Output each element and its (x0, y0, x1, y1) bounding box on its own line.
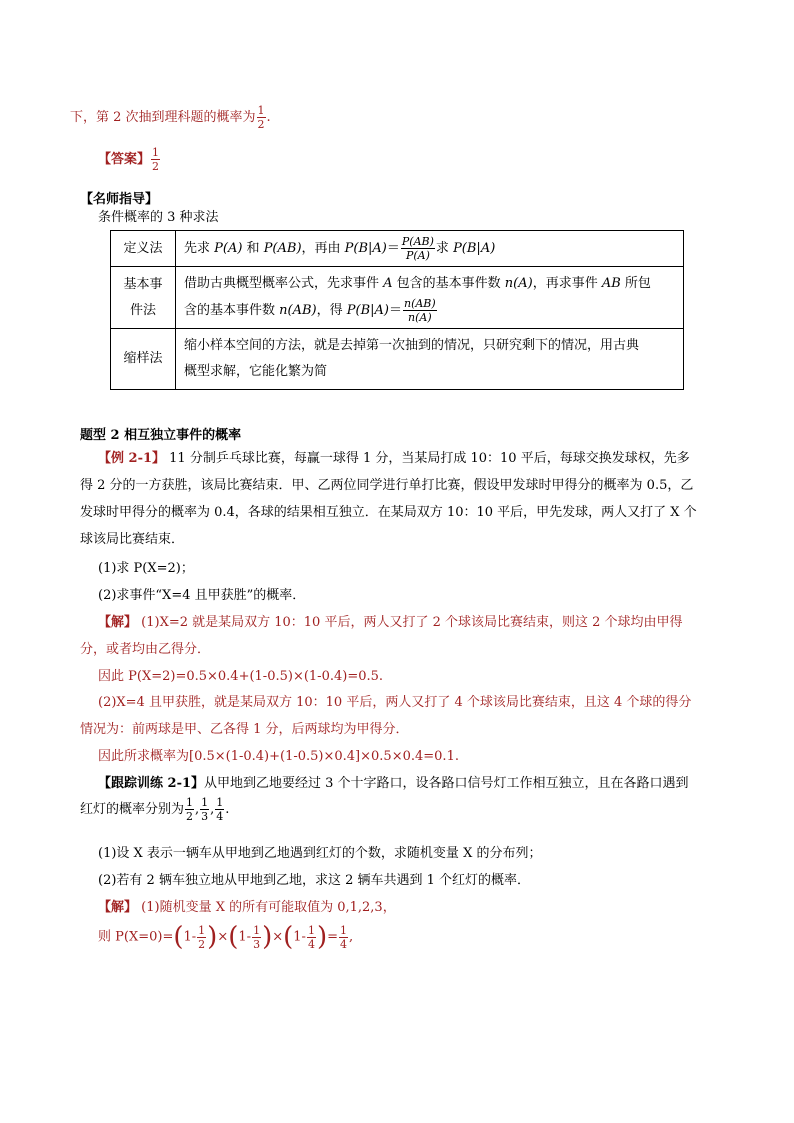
row-body: 缩小样本空间的方法，就是去掉第一次抽到的情况，只研究剩下的情况，用古典 概型求解，它能化繁为简 (176, 329, 684, 390)
solution-line-6: 因此所求概率为[0.5×(1-0.4)+(1-0.5)×0.4]×0.5×0.4=0.1. (98, 749, 459, 764)
example-line-3: 发球时甲得分的概率为 0.4，各球的结果相互独立．在某局双方 10：10 平后，甲先发球，两人又打了 X 个 (80, 505, 697, 520)
solution-line-2: 分，或者均由乙得分． (80, 642, 211, 657)
methods-table (110, 230, 684, 390)
fraction-quarter: $\frac{1}{4}$ (216, 796, 224, 823)
example-line-4: 球该局比赛结束． (80, 532, 185, 547)
tips-heading: 【名师指导】 (80, 192, 159, 207)
row-head: 定义法 (111, 231, 176, 267)
row-body: 借助古典概型概率公式，先求事件 A 包含的基本事件数 n(A)，再求事件 AB 所包 含的基本事件数 n(AB)，得 P(B|A)＝ $\frac{n(AB)}{n(A)}$ (176, 267, 684, 329)
followup-label: 【跟踪训练 2-1】 (98, 776, 205, 791)
followup-question-1: (1)设 X 表示一辆车从甲地到乙地遇到红灯的个数，求随机变量 X 的分布列； (98, 846, 542, 861)
solution2-line-1: 【解】 (1)随机变量 X 的所有可能取值为 0,1,2,3， (98, 900, 396, 915)
fraction-half: $\frac{1}{2}$ (186, 796, 194, 823)
solution-line-4: (2)X=4 且甲获胜，就是某局双方 10：10 平后，两人又打了 4 个球该局比赛结束，且这 4 个球的得分 (98, 695, 692, 710)
row-head: 缩样法 (111, 329, 176, 390)
followup-question-2: (2)若有 2 辆车独立地从甲地到乙地，求这 2 辆车共遇到 1 个红灯的概率． (98, 873, 531, 888)
solution-line-5: 情况为：前两球是甲、乙各得 1 分，后两球均为甲得分． (80, 722, 409, 737)
example-question-2: (2)求事件“X=4 且甲获胜”的概率． (98, 588, 306, 603)
fraction-third: $\frac{1}{3}$ (201, 796, 209, 823)
answer-fraction: $\frac{1}{2}$ (152, 146, 160, 173)
example-question-1: (1)求 P(X=2)； (98, 561, 194, 576)
solution2-line-2: 则 P(X=0)=(1- $\frac{1}{2}$ )×(1- $\frac{1}{3}$ )×(1- $\frac{1}{4}$ )= $\frac{1}{4}$ , (98, 922, 354, 952)
table-row (111, 267, 684, 329)
intro-line: 下，第 2 次抽到理科题的概率为 $\frac{1}{2}$ . (70, 104, 271, 131)
intro-fraction: $\frac{1}{2}$ (257, 104, 265, 131)
intro-text: 下，第 2 次抽到理科题的概率为 (70, 110, 256, 125)
solution2-label: 【解】 (98, 900, 138, 915)
example-line-1: 【例 2-1】 11 分制乒乓球比赛，每赢一球得 1 分，当某局打成 10：10 平后，每球交换发球权，先多 (98, 451, 690, 466)
tips-subheading: 条件概率的 3 种求法 (98, 210, 219, 225)
followup-line-1: 【跟踪训练 2-1】从甲地到乙地要经过 3 个十字路口，设各路口信号灯工作相互独立，且在各路口遇到 (98, 776, 689, 791)
row-head: 基本事件法 (111, 267, 176, 329)
solution-line-1: 【解】 (1)X=2 就是某局双方 10：10 平后，两人又打了 2 个球该局比赛结束，则这 2 个球均由甲得 (98, 615, 683, 630)
table-row (111, 329, 684, 390)
example-label: 【例 2-1】 (98, 451, 166, 466)
solution-label: 【解】 (98, 615, 138, 630)
answer-line (98, 146, 161, 173)
section-title: 题型 2 相互独立事件的概率 (80, 428, 242, 443)
row-body: 先求 P(A) 和 P(AB)，再由 P(B|A)＝ $\frac{P(AB)}{P(A)}$ 求 P(B|A) (176, 231, 684, 267)
answer-label: 【答案】 (98, 152, 151, 167)
example-line-2: 得 2 分的一方获胜，该局比赛结束．甲、乙两位同学进行单打比赛，假设甲发球时甲得分的概率为 0.5，乙 (80, 478, 694, 493)
basic-event-fraction: $\frac{n(AB)}{n(A)}$ (403, 297, 436, 324)
followup-line-2: 红灯的概率分别为 $\frac{1}{2}$ , $\frac{1}{3}$ , $\frac{1}{4}$ . (80, 796, 230, 823)
table-row (111, 231, 684, 267)
solution-line-3: 因此 P(X=2)=0.5×0.4+(1-0.5)×(1-0.4)=0.5. (98, 669, 384, 684)
definition-fraction: $\frac{P(AB)}{P(A)}$ (401, 235, 434, 262)
